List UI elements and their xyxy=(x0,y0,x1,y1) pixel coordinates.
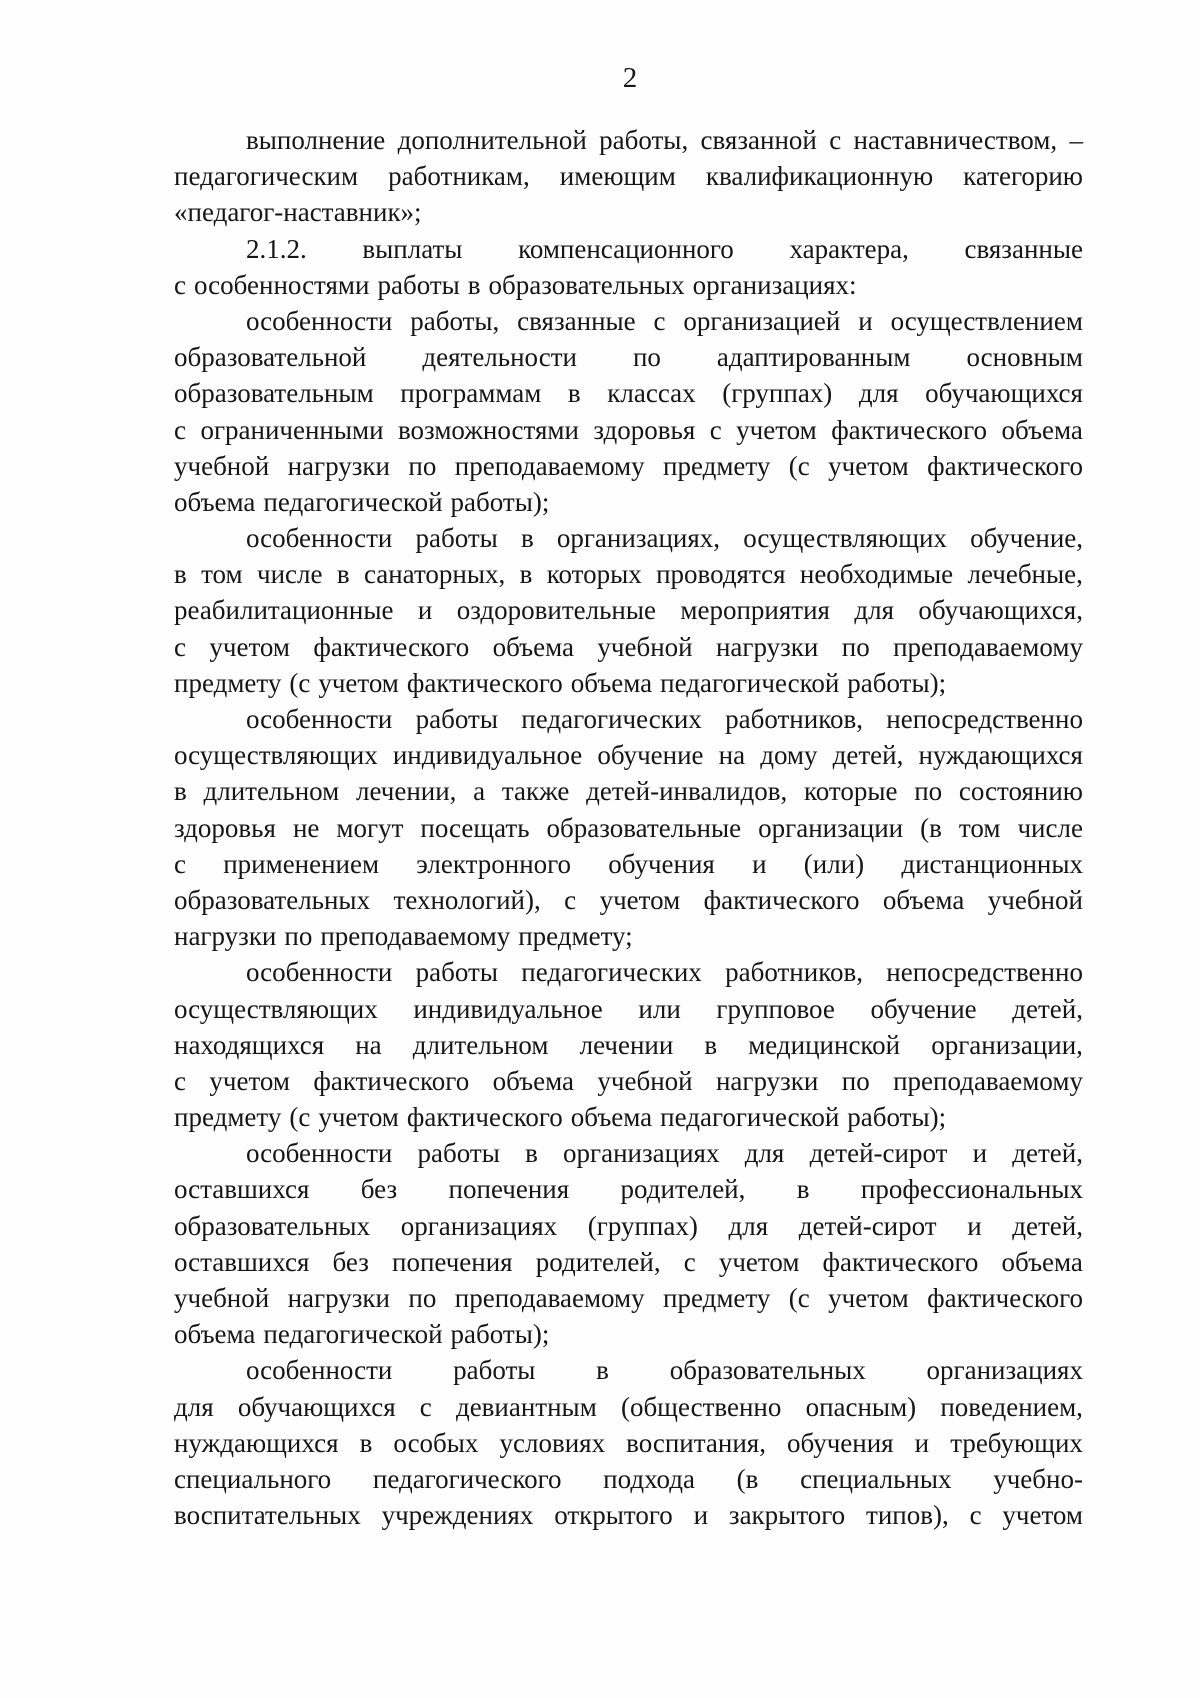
word: работников, xyxy=(725,704,863,734)
word: в xyxy=(596,1355,609,1386)
word: специального xyxy=(174,1463,332,1494)
word: учетом xyxy=(828,1283,909,1313)
text-line xyxy=(174,1389,1083,1425)
word: родителей, xyxy=(620,1174,746,1205)
word: образовательных xyxy=(669,1355,866,1386)
word: организации, xyxy=(931,1029,1083,1060)
word: объема xyxy=(570,667,653,698)
word: и xyxy=(858,305,873,336)
word: учебной xyxy=(174,450,270,481)
word: учетом xyxy=(828,450,909,481)
word: для xyxy=(854,595,894,626)
word: в xyxy=(796,1174,810,1205)
word: осуществляющих xyxy=(743,523,947,554)
word: осуществляющих xyxy=(174,740,378,771)
word: фактического xyxy=(927,1283,1083,1313)
word: по xyxy=(408,1283,437,1313)
word: не xyxy=(292,812,320,843)
word: организациях, xyxy=(556,523,721,554)
text-line xyxy=(174,1099,1083,1135)
word: осуществлением xyxy=(890,305,1083,336)
word: (группах) xyxy=(722,378,833,409)
word: объема xyxy=(1001,1246,1083,1277)
word: посещать xyxy=(420,812,530,843)
word: нагрузки xyxy=(287,1283,390,1313)
word: дистанционных xyxy=(901,848,1083,879)
text-line xyxy=(174,1352,1083,1388)
word: предмету xyxy=(174,1102,282,1133)
word: учетом xyxy=(1002,1500,1083,1531)
word: организацией xyxy=(683,305,841,336)
word: оставшихся xyxy=(174,1174,310,1205)
word: объема xyxy=(492,1065,574,1096)
word: фактического xyxy=(313,1065,470,1096)
word: учетом xyxy=(318,1102,399,1133)
word: учебной xyxy=(597,631,693,662)
word: образовательных xyxy=(174,1210,371,1241)
text-line xyxy=(174,484,1083,520)
word: проводятся xyxy=(656,559,786,590)
word: по xyxy=(632,342,661,373)
word: для xyxy=(858,378,899,409)
word: открытого xyxy=(554,1500,673,1531)
word: попечения xyxy=(448,1174,570,1205)
word: педагогическим xyxy=(174,161,359,192)
word: связанные xyxy=(517,305,636,336)
word: (с xyxy=(289,667,311,698)
word: нуждающихся xyxy=(918,740,1083,771)
word: учетом xyxy=(736,414,817,445)
word: предмету xyxy=(174,667,282,698)
word: в xyxy=(520,523,534,554)
word: работы); xyxy=(847,667,947,698)
word: с xyxy=(564,884,577,915)
word: условиях xyxy=(499,1427,606,1458)
word: объема xyxy=(1001,414,1083,445)
word: образовательных xyxy=(488,269,685,300)
word: «педагог-наставник»; xyxy=(174,197,422,228)
word: ограниченными xyxy=(200,414,384,445)
word: преподаваемому xyxy=(893,1065,1083,1096)
word: типов), xyxy=(866,1500,949,1531)
word: оставшихся xyxy=(174,1246,310,1277)
text-line xyxy=(174,954,1083,990)
word: требующих xyxy=(950,1427,1083,1458)
word: с xyxy=(174,414,186,445)
word: особенности xyxy=(246,704,393,734)
word: по xyxy=(841,631,870,662)
word: обучение xyxy=(870,993,977,1024)
text-line xyxy=(174,303,1083,339)
word: учреждениях xyxy=(381,1500,534,1531)
word: работы); xyxy=(847,1102,947,1133)
word: 2.1.2. xyxy=(246,233,307,264)
text-line xyxy=(174,158,1083,194)
word: специальных xyxy=(800,1463,952,1494)
text-line xyxy=(174,1316,1083,1352)
word: работы xyxy=(415,957,498,988)
word: педагогической xyxy=(263,486,443,517)
text-line xyxy=(174,412,1083,448)
word: нагрузки xyxy=(174,921,277,952)
word: том xyxy=(201,559,243,590)
word: числе xyxy=(256,559,323,590)
text-line xyxy=(174,991,1083,1027)
word: применением xyxy=(223,848,380,879)
word: подхода xyxy=(603,1463,695,1494)
word: индивидуальное xyxy=(392,740,583,771)
word: детей, xyxy=(1012,993,1083,1024)
word: которых xyxy=(546,559,642,590)
word: в xyxy=(359,1427,373,1458)
word: детей-инвалидов, xyxy=(586,776,788,807)
word: обучение xyxy=(597,740,704,771)
word: опасным) xyxy=(805,1391,917,1422)
word: работы, xyxy=(599,125,689,155)
text-line xyxy=(174,122,1083,158)
word: воспитания, xyxy=(626,1427,766,1458)
word: фактического xyxy=(927,450,1083,481)
word: и xyxy=(752,848,767,879)
text-line xyxy=(174,1461,1083,1497)
word: предмету xyxy=(663,1283,771,1313)
word: учебно- xyxy=(993,1463,1083,1494)
word: выполнение xyxy=(246,125,386,155)
word: предмету xyxy=(663,450,771,481)
word: образовательных xyxy=(174,884,371,915)
word: реабилитационные xyxy=(174,595,394,626)
word: организациях xyxy=(563,1138,720,1169)
text-line xyxy=(174,1063,1083,1099)
word: нагрузки xyxy=(715,631,819,662)
word: дому xyxy=(760,740,818,771)
word: медицинской xyxy=(748,1029,901,1060)
word: с xyxy=(683,1246,696,1277)
word: в xyxy=(174,559,187,590)
word: осуществляющих xyxy=(174,993,378,1024)
text-line xyxy=(174,1497,1083,1533)
word: необходимые xyxy=(799,559,954,590)
word: длительном xyxy=(412,1029,549,1060)
word: с xyxy=(174,848,186,879)
word: лечении xyxy=(579,1029,674,1060)
word: попечения xyxy=(392,1246,513,1277)
text-line xyxy=(174,194,1083,230)
word: и xyxy=(417,595,433,626)
word: учетом xyxy=(209,1065,290,1096)
word: педагогической xyxy=(263,1319,443,1350)
word: лечебные, xyxy=(967,559,1083,590)
word: санаторных, xyxy=(363,559,506,590)
word: имеющим xyxy=(559,161,676,192)
text-line xyxy=(174,1208,1083,1244)
text-line xyxy=(174,846,1083,882)
word: обучения xyxy=(608,848,715,879)
word: фактического xyxy=(406,1102,563,1133)
word: учетом xyxy=(599,884,681,915)
word: фактического xyxy=(406,667,563,698)
word: здоровья xyxy=(593,414,696,445)
word: работникам, xyxy=(388,161,530,192)
word: обучающихся xyxy=(237,1391,396,1422)
word: по xyxy=(914,776,943,807)
word: преподаваемому xyxy=(454,1283,645,1313)
word: детей, xyxy=(1012,1210,1083,1241)
word: нуждающихся xyxy=(174,1427,339,1458)
text-line xyxy=(174,665,1083,701)
word: родителей, xyxy=(535,1246,661,1277)
word: и xyxy=(972,1138,988,1169)
word: педагогических xyxy=(521,957,702,988)
word: организациях xyxy=(400,1210,558,1241)
word: или xyxy=(638,993,681,1024)
word: без xyxy=(360,1174,398,1205)
word: для xyxy=(174,1391,214,1422)
word: учебной xyxy=(174,1283,270,1313)
word: находящихся xyxy=(174,1029,325,1060)
word: организациях: xyxy=(692,269,857,300)
word: в xyxy=(467,269,481,300)
word: оздоровительные xyxy=(456,595,656,626)
word: с xyxy=(653,305,666,336)
text-line xyxy=(174,375,1083,411)
word: классах xyxy=(607,378,696,409)
word: для xyxy=(728,1210,769,1241)
word: мероприятия xyxy=(680,595,830,626)
word: работников, xyxy=(725,957,863,988)
word: обучение, xyxy=(970,523,1083,554)
word: длительном xyxy=(203,776,340,807)
word: образовательной xyxy=(174,342,367,373)
word: объема xyxy=(174,486,256,517)
word: в xyxy=(525,1138,538,1169)
word: воспитательных xyxy=(174,1500,361,1531)
text-line xyxy=(174,1280,1083,1316)
word: педагогической xyxy=(660,667,840,698)
word: – xyxy=(1069,125,1083,155)
text-line xyxy=(174,267,1083,303)
word: особенности xyxy=(246,1355,393,1386)
word: непосредственно xyxy=(886,957,1083,988)
word: непосредственно xyxy=(886,704,1083,734)
word: по xyxy=(284,921,313,952)
word: технологий), xyxy=(393,884,541,915)
word: учетом xyxy=(718,1246,800,1277)
word: (в xyxy=(920,812,942,843)
word: а xyxy=(473,776,486,807)
word: организациях xyxy=(926,1355,1083,1386)
word: в xyxy=(174,776,187,807)
text-line xyxy=(174,1027,1083,1063)
word: также xyxy=(501,776,570,807)
word: (или) xyxy=(803,848,865,879)
word: детей-сирот xyxy=(809,1138,948,1169)
word: с xyxy=(829,125,842,155)
word: и xyxy=(693,1500,709,1531)
word: педагогического xyxy=(372,1463,562,1494)
word: фактического xyxy=(822,1246,979,1277)
word: компенсационного xyxy=(518,233,734,264)
word: объема xyxy=(882,884,965,915)
word: здоровья xyxy=(174,812,276,843)
word: в xyxy=(336,559,350,590)
word: объема xyxy=(174,1319,256,1350)
word: работы xyxy=(377,269,460,300)
word: в xyxy=(567,378,581,409)
word: для xyxy=(744,1138,785,1169)
word: обучающихся xyxy=(925,378,1083,409)
word: фактического xyxy=(703,884,860,915)
word: индивидуальное xyxy=(413,993,603,1024)
word: работы); xyxy=(450,486,550,517)
word: связанной xyxy=(700,125,817,155)
word: (группах) xyxy=(587,1210,698,1241)
word: которые xyxy=(804,776,898,807)
word: педагогической xyxy=(660,1102,840,1133)
word: особенностями xyxy=(193,269,370,300)
word: (с xyxy=(788,1283,810,1313)
word: профессиональных xyxy=(860,1174,1083,1205)
word: работы xyxy=(417,1138,500,1169)
word: (общественно xyxy=(620,1391,782,1422)
word: с xyxy=(174,1065,186,1096)
word: учетом xyxy=(318,667,399,698)
text-line xyxy=(174,556,1083,592)
word: работы, xyxy=(410,305,500,336)
word: образовательным xyxy=(174,378,374,409)
word: выплаты xyxy=(362,233,463,264)
text-line xyxy=(174,701,1083,737)
word: квалификационную xyxy=(705,161,934,192)
word: объема xyxy=(492,631,574,662)
word: нагрузки xyxy=(715,1065,819,1096)
word: возможностями xyxy=(397,414,579,445)
word: обучающихся, xyxy=(918,595,1083,626)
word: по xyxy=(408,450,437,481)
word: (с xyxy=(289,1102,311,1133)
text-line xyxy=(174,773,1083,809)
page-number: 2 xyxy=(622,62,638,94)
text-line xyxy=(174,918,1083,954)
word: в xyxy=(704,1029,718,1060)
text-line xyxy=(174,448,1083,484)
word: связанные xyxy=(964,233,1083,264)
text-line xyxy=(174,629,1083,665)
word: поведением, xyxy=(940,1391,1083,1422)
word: преподаваемому xyxy=(454,450,645,481)
word: с xyxy=(419,1391,432,1422)
word: (в xyxy=(736,1463,759,1494)
word: с xyxy=(969,1500,982,1531)
word: особенности xyxy=(246,1138,393,1169)
word: деятельности xyxy=(422,342,577,373)
word: с xyxy=(174,631,186,662)
word: обучения xyxy=(787,1427,894,1458)
word: на xyxy=(718,740,746,771)
text-line xyxy=(174,592,1083,628)
word: наставничеством, xyxy=(853,125,1058,155)
word: дополнительной xyxy=(397,125,587,155)
text-line xyxy=(174,737,1083,773)
word: особенности xyxy=(246,523,393,554)
word: закрытого xyxy=(728,1500,846,1531)
word: особенности xyxy=(246,305,393,336)
word: объема xyxy=(570,1102,653,1133)
word: учебной xyxy=(987,884,1083,915)
word: образовательные xyxy=(546,812,742,843)
word: работы xyxy=(415,704,498,734)
word: предмету; xyxy=(518,921,633,952)
word: (с xyxy=(788,450,810,481)
word: категорию xyxy=(963,161,1083,192)
text-line xyxy=(174,1135,1083,1171)
word: преподаваемому xyxy=(893,631,1083,662)
word: детей, xyxy=(1012,1138,1083,1169)
word: фактического xyxy=(831,414,988,445)
word: состоянию xyxy=(958,776,1083,807)
word: особенности xyxy=(246,957,393,988)
word: могут xyxy=(336,812,404,843)
word: групповое xyxy=(716,993,835,1024)
text-line xyxy=(174,1425,1083,1461)
word: фактического xyxy=(313,631,470,662)
text-line xyxy=(174,1171,1083,1207)
word: на xyxy=(355,1029,382,1060)
word: основным xyxy=(966,342,1083,373)
word: адаптированным xyxy=(716,342,911,373)
word: работы); xyxy=(450,1319,550,1350)
text-line xyxy=(174,1244,1083,1280)
word: организации xyxy=(758,812,904,843)
word: с xyxy=(174,269,186,300)
word: по xyxy=(841,1065,870,1096)
word: без xyxy=(332,1246,369,1277)
word: детей, xyxy=(832,740,904,771)
text-line xyxy=(174,231,1083,267)
word: работы xyxy=(415,523,498,554)
word: девиантным xyxy=(455,1391,597,1422)
word: и xyxy=(914,1427,930,1458)
word: учетом xyxy=(209,631,290,662)
word: особых xyxy=(393,1427,479,1458)
word: нагрузки xyxy=(287,450,390,481)
text-line xyxy=(174,882,1083,918)
word: детей-сирот xyxy=(798,1210,937,1241)
word: программам xyxy=(400,378,542,409)
word: электронного xyxy=(416,848,572,879)
word: и xyxy=(967,1210,982,1241)
text-line xyxy=(174,810,1083,846)
word: преподаваемому xyxy=(320,921,511,952)
text-line xyxy=(174,339,1083,375)
word: том xyxy=(958,812,1001,843)
word: лечении, xyxy=(355,776,457,807)
document-body xyxy=(174,122,1083,1533)
word: в xyxy=(519,559,533,590)
word: учебной xyxy=(597,1065,693,1096)
word: числе xyxy=(1017,812,1083,843)
word: педагогических xyxy=(521,704,702,734)
text-line xyxy=(174,520,1083,556)
word: характера, xyxy=(789,233,909,264)
word: с xyxy=(709,414,722,445)
word: работы xyxy=(453,1355,536,1386)
